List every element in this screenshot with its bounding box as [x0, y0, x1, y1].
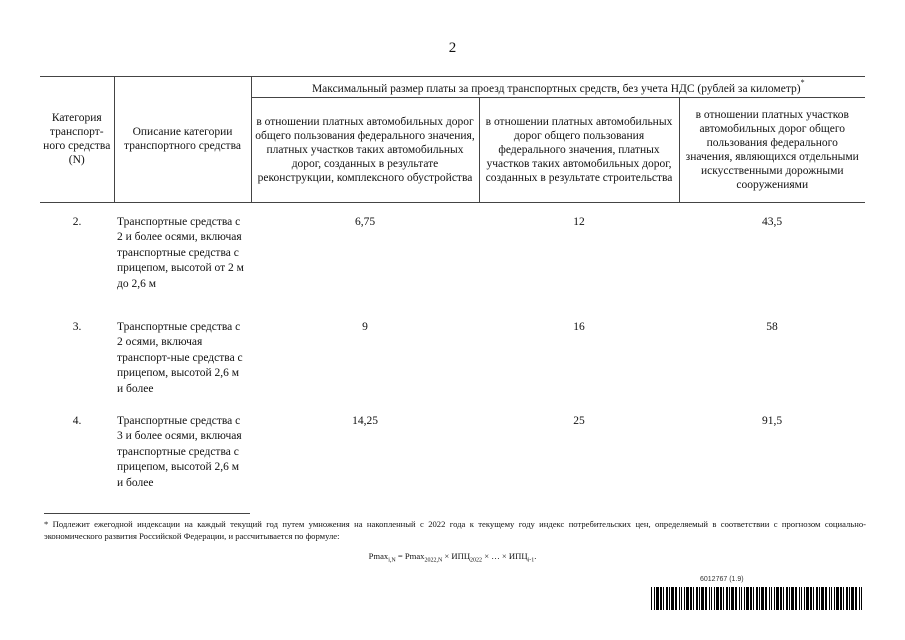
footnote-mark: * — [800, 78, 805, 87]
table-header-row — [40, 77, 865, 98]
footnote-divider — [44, 513, 250, 514]
barcode-icon — [651, 587, 864, 610]
category-description: Транспортные средства с 2 и более осями, включая транспортные средства с прицепом, высотой от 2 м до 2,6 м — [117, 215, 244, 290]
fee-construction: 16 — [573, 320, 585, 333]
formula-lhs: Pmax — [368, 551, 389, 561]
category-number: 4. — [72, 414, 82, 427]
fee-construction: 25 — [573, 414, 585, 427]
category-number: 3. — [72, 320, 82, 333]
subheader-structures: в отношении платных участков автомобильных дорог общего пользования федерального значения, являющихся отдельными искусственными дорожными сооружениями — [679, 97, 865, 202]
fee-structures: 43,5 — [761, 215, 783, 228]
table-row — [40, 215, 865, 320]
fee-structures: 91,5 — [761, 414, 783, 427]
formula-base: Pmax — [404, 551, 425, 561]
barcode-code: 6012767 (1.9) — [700, 576, 744, 583]
formula-last-subscript: i-1 — [527, 557, 535, 564]
category-header: Категория транспорт-ного средства (N) — [40, 77, 114, 203]
formula-lhs-subscript: i,N — [388, 557, 396, 564]
description-header: Описание категории транспортного средства — [114, 77, 251, 203]
max-fee-header-text: Максимальный размер платы за проезд транспортных средств, без учета НДС (рублей за километр) — [311, 82, 801, 95]
formula-end: . — [534, 551, 537, 561]
formula-ipc: × ИПЦ — [442, 551, 471, 561]
formula-base-subscript: 2022,N — [424, 557, 443, 564]
fee-reconstruction: 6,75 — [354, 215, 376, 228]
category-description: Транспортные средства с 3 и более осями, включая транспортные средства с прицепом, высотой 2,6 м и более — [117, 414, 242, 489]
tariff-table — [40, 76, 865, 500]
table-row — [40, 414, 865, 500]
indexation-formula — [0, 551, 905, 564]
footnote-text: * Подлежит ежегодной индексации на каждый текущий год путем умножения на накопленный с 2022 года к текущему году индекс потребительских цен, определяемый в соответствии с прогнозом социально-экономического развития Российской Федерации, и рассчитывается по формуле: — [44, 519, 866, 541]
formula-ellipsis: × … × ИПЦ — [482, 551, 528, 561]
fee-construction: 12 — [573, 215, 585, 228]
category-number: 2. — [72, 215, 82, 228]
subheader-construction: в отношении платных автомобильных дорог общего пользования федерального значения, платных участков таких автомобильных дорог, созданных в результате строительства — [479, 97, 679, 202]
category-description: Транспортные средства с 2 осями, включая транспорт-ные средства с прицепом, высотой 2,6 м и более — [117, 320, 243, 395]
formula-equals: = — [395, 551, 405, 561]
max-fee-header — [251, 77, 865, 98]
subheader-reconstruction: в отношении платных автомобильных дорог общего пользования федерального значения, платных участков таких автомобильных дорог, созданных в результате реконструкции, комплексного обустройства — [251, 97, 479, 202]
fee-structures: 58 — [766, 320, 778, 333]
formula-ipc-subscript: 2022 — [470, 557, 483, 564]
table-row — [40, 320, 865, 414]
fee-reconstruction: 9 — [362, 320, 368, 333]
page-number: 2 — [448, 40, 457, 56]
fee-reconstruction: 14,25 — [352, 414, 378, 427]
